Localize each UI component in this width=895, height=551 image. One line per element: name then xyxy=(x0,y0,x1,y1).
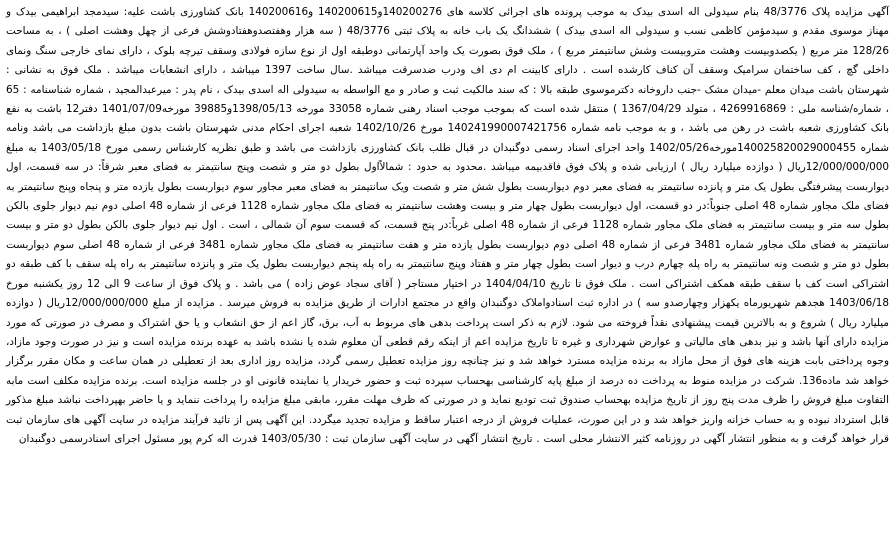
auction-notice-text: آگهی مزایده پلاک 48/3776 بنام سیدولی اله اسدی بیدک به موجب پرونده های اجرائی کلاسه های 140200276و140200615 و140200616 بانک کشاورزی باشت علیه: سیدمجد ابراهیمی بیدک و مهناز موسوی مقدم و سیدمؤمن کاظمی نسب و سیدولی اله اسدی بیدک ) ششدانگ یک باب خانه به پلاک ثبتی 48/3776 ( سه هزار وهفتصدوهفتادوشش فرعی از چهل وهشت اصلی ) ، به مساحت 128/26 متر مربع ( یکصدوبیست وهشت متروبیست وشش سانتیمتر مربع ) ، ملک فوق بصورت یک واحد آپارتمانی دوطبقه اول از نوع سازه فولادی وسقف تیرچه بلوک ، دارای نمای خارجی سنگ ونمای داخلی گچ ، کف ساختمان سرامیک وسقف آن کناف کارشده است . دارای کابینت ام دی اف ودرب ضدسرقت میباشد .سال ساخت 1397 میباشد ، دارای انشعابات میباشد . ملک فوق به نشانی : شهرستان باشت میدان معلم -میدان مشک -جنب داروخانه دکترموسوی طبقه بالا : که سند مالکیت ثبت و صادر و مع الواسطه به سیدولی اله اسدی بیدک ، نام پدر : میرعبدالمجید ، شماره شناسنامه : 65 ، شماره/شناسه ملی : 4269916869 ، متولد 1367/04/29 ) منتقل شده است که بموجب موجب اسناد رهنی شماره 33058 مورخه 1398/05/13و39885 مورخه1401/07/09 دفتر12 باشت به نفع بانک کشاورزی شعبه باشت در رهن می باشد ، و به موجب نامه شماره 140241990007421756 مورخ 1402/10/26 شعبه اجرای احکام مدنی شهرستان باشت بدون مبلغ بازداشت می باشد ونامه شماره 140025820029000455مورخه1402/05/26 واحد اجرای اسناد رسمی دوگنبدان در قبال طلب بانک کشاورزی بازداشت می باشد و طبق نظریه کارشناس رسمی مورخ 1403/05/18 به مبلغ 12/000/000/000ریال ( دوازده میلیارد ریال ) ارزیابی شده و پلاک فوق فاقدبیمه میباشد .محدود به حدود : شمالاًاول بطول دو متر و شصت وپنج سانتیمتر به فضای معبر شرقاً: در سه قسمت، اول دیواربست پیشرفتگی بطول یک متر و پانزده سانتیمتر به فضای معبر دوم دیواربست بطول شش متر و شصت ویک سانتیمتر به فضای معبر مجاور سوم دیواربست بطول یازده متر و پنجاه وپنج سانتیمتر به فضای ملک مجاور شماره 48 اصلی جنوباً:در دو قسمت، اول دیواربست بطول چهار متر و بیست وهشت سانتیمتر به فضای ملک مجاور شماره 1128 فرعی از شماره 48 اصلی دوم نیم دیوار جلوی بالکن بطول سه متر و بیست سانتیمتر به فضای ملک مجاور شماره 1128 فرعی از شماره 48 اصلی غرباً:در پنج قسمت، که قسمت سوم آن شمالی ، است . اول نیم دیوار جلوی بالکن بطول دو متر و بیست سانتیمتر به فضای ملک مجاور شماره 3481 فرعی از شماره 48 اصلی دوم دیواربست بطول یازده متر و هفت سانتیمتر به فضای ملک مجاور شماره 3481 فرعی از شماره 48 اصلی سوم دیواربست بطول دو متر و شصت ونه سانتیمتر به راه پله چهارم درب و دیوار است بطول چهار متر و هفتاد وپنج سانتیمتر به راه پله پنجم دیواربست بطول یک متر و پانزده سانتیمتر به راه پله سقف با کف طبقه دو اشتراکی است کف با سقف طبقه همکف اشتراکی است . ملک فوق تا تاریخ 1404/04/10 در اختیار مستاجر ( آقای سجاد عوض زاده ) می باشد . و پلاک فوق از ساعت 9 الی 12 روز یکشنبه مورخ 1403/06/18 هجدهم شهریورماه یکهزار وچهارصدو سه ) در اداره ثبت اسنادواملاک دوگنبدان واقع در مجتمع ادارات از طریق مزایده به فروش میرسد . مزایده از مبلغ 12/000/000/000ریال ( دوازده میلیارد ریال ) شروع و به بالاترین قیمت پیشنهادی نقداً فروخته می شود. لازم به ذکر است پرداخت بدهی های مربوط به آب، برق، گاز اعم از حق انشعاب و یا حق اشتراک و مصرف در صورتی که مورد مزایده دارای آنها باشد و نیز بدهی های مالیاتی و عوارض شهرداری و غیره تا تاریخ مزایده اعم از اینکه رقم قطعی آن معلوم شده یا نشده باشد به عهده برنده مزایده است و نیز در صورت وجود مازاد، وجوه پرداختی بابت هزینه های فوق از محل مازاد به برنده مزایده مسترد خواهد شد و نیز چنانچه روز مزایده تعطیل رسمی گردد، مزایده روز اداری بعد از تعطیلی در همان ساعت و مکان مقرر برگزار خواهد شد ماده136. شرکت در مزایده منوط به پرداخت ده درصد از مبلغ پایه کارشناسی بهحساب سپرده ثبت و حضور خریدار یا نماینده قانونی او در جلسه مزایده است. برنده مزایده مکلف است مابه التفاوت مبلغ فروش را ظرف مدت پنج روز از تاریخ مزایده بهحساب صندوق ثبت تودیع نماید و در صورتی که ظرف مهلت مقرر، مابقی مبلغ مزایده را پرداخت ننماید و یا حاضر بهپرداخت نباشد مبلغ مذکور قابل استرداد نبوده و به حساب خزانه واریز خواهد شد و در این صورت، عملیات فروش از درجه اعتبار ساقط و مزایده تجدید میگردد. این آگهی پس از تائید فرآیند مزایده در سایت آگهی های سازمان ثبت قرار خواهد گرفت و به منظور انتشار آگهی در روزنامه کثیر الانتشار محلی است . تاریخ انتشار آگهی در سایت آگهی سازمان ثبت : 1403/05/30 قدرت اله کرم پور مسئول اجرای اسنادرسمی دوگنبدان xyxy=(6,6,890,445)
